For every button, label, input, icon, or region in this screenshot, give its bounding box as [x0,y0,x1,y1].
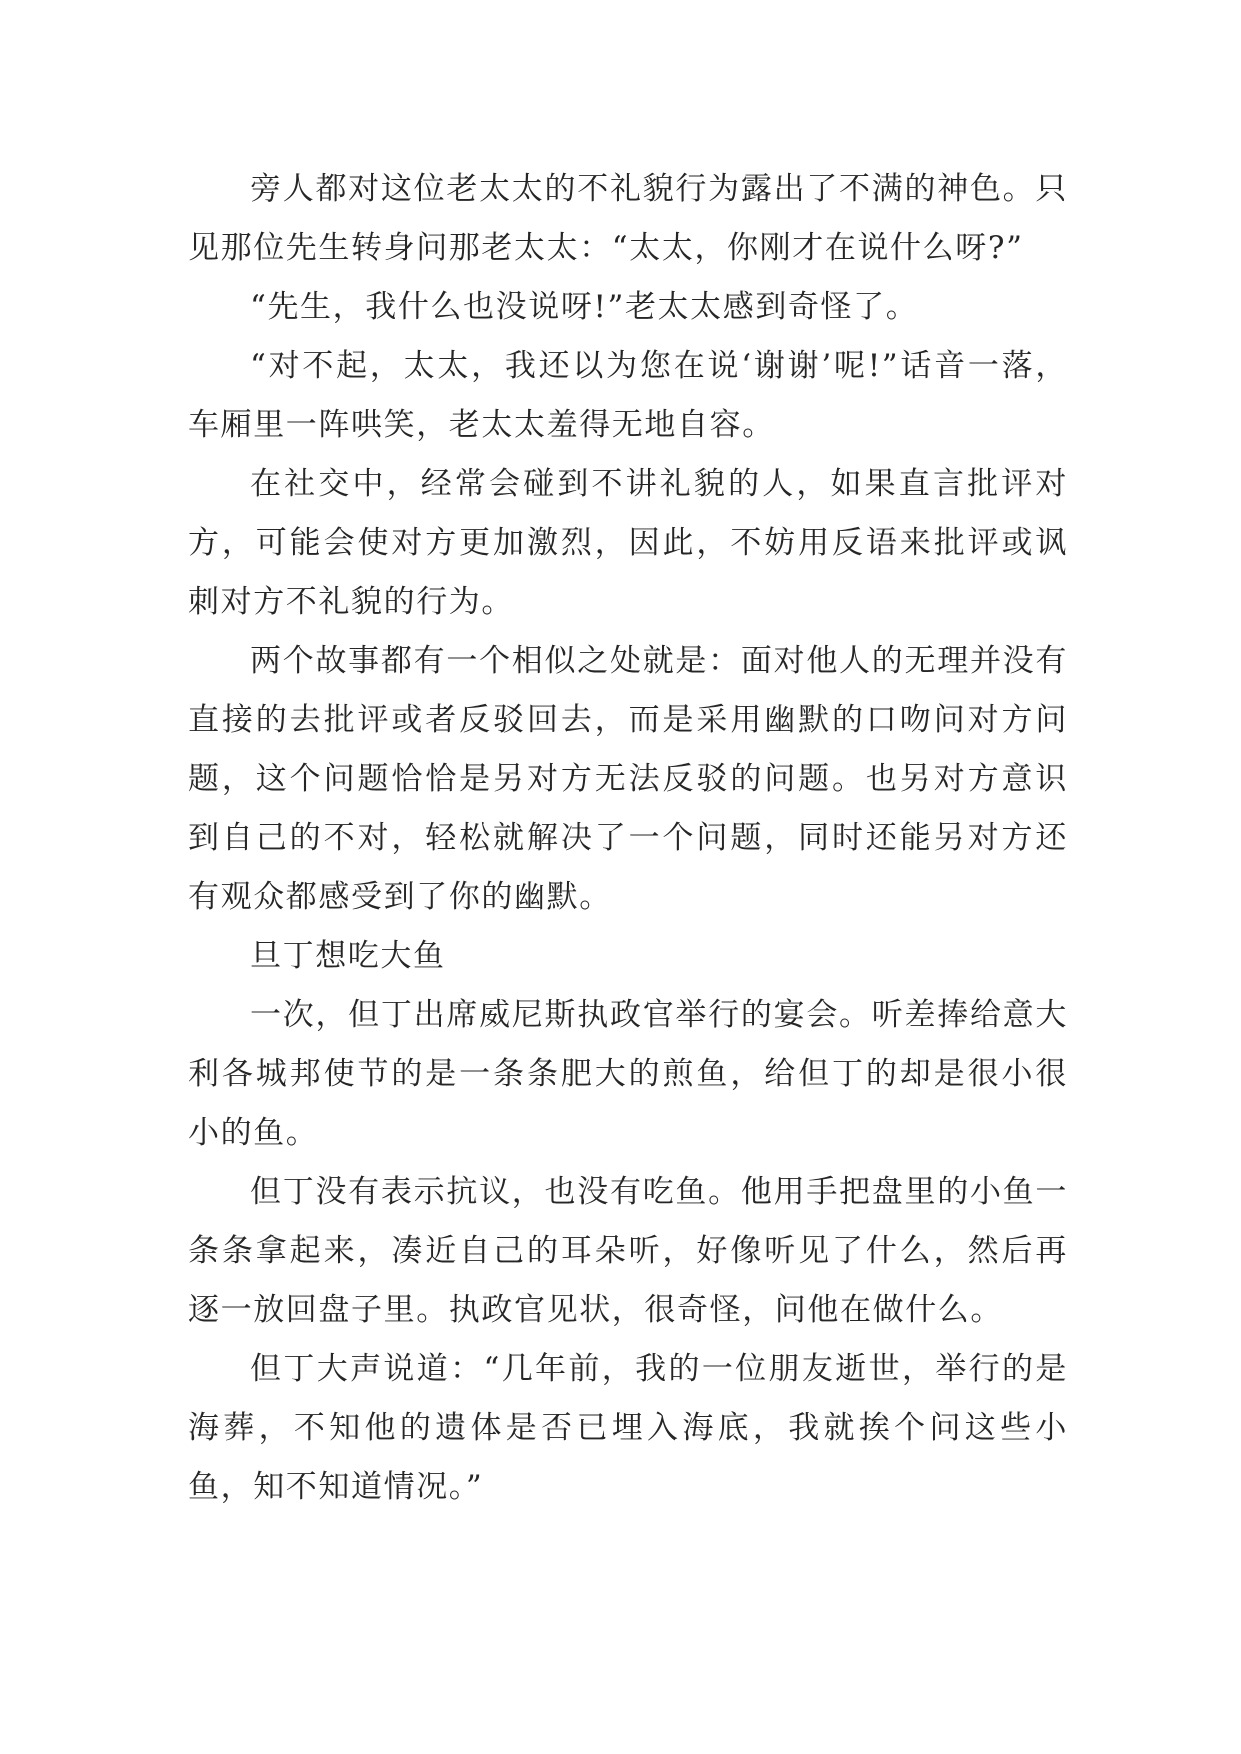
paragraph-dante-fish: 但丁没有表示抗议，也没有吃鱼。他用手把盘里的小鱼一条条拿起来，凑近自己的耳朵听，好像听见了什么，然后再逐一放回盘子里。执政官见状，很奇怪，问他在做什么。 [188,1174,1068,1328]
document-body [188,160,1068,1517]
paragraph-gentleman-thanks: “对不起，太太，我还以为您在说‘谢谢’呢!”话音一落，车厢里一阵哄笑，老太太羞得无地自容。 [188,348,1068,443]
paragraph-dante-reply: 但丁大声说道：“几年前，我的一位朋友逝世，举行的是海葬，不知他的遗体是否已埋入海底，我就挨个问这些小鱼，知不知道情况。” [188,1351,1068,1505]
paragraph-old-lady-reply: “先生，我什么也没说呀!”老太太感到奇怪了。 [250,289,919,325]
paragraph-social-advice: 在社交中，经常会碰到不讲礼貌的人，如果直言批评对方，可能会使对方更加激烈，因此，不妨用反语来批评或讽刺对方不礼貌的行为。 [188,466,1068,620]
paragraph-dante-banquet: 一次，但丁出席威尼斯执政官举行的宴会。听差捧给意大利各城邦使节的是一条条肥大的煎鱼，给但丁的却是很小很小的鱼。 [188,997,1068,1151]
paragraph-story-summary: 两个故事都有一个相似之处就是：面对他人的无理并没有直接的去批评或者反驳回去，而是采用幽默的口吻问对方问题，这个问题恰恰是另对方无法反驳的问题。也另对方意识到自己的不对，轻松就解决了一个问题，同时还能另对方还有观众都感受到了你的幽默。 [188,643,1068,915]
section-heading: 旦丁想吃大鱼 [250,938,446,974]
paragraph-old-lady-reaction: 旁人都对这位老太太的不礼貌行为露出了不满的神色。只见那位先生转身问那老太太：“太太，你刚才在说什么呀?” [188,171,1068,266]
